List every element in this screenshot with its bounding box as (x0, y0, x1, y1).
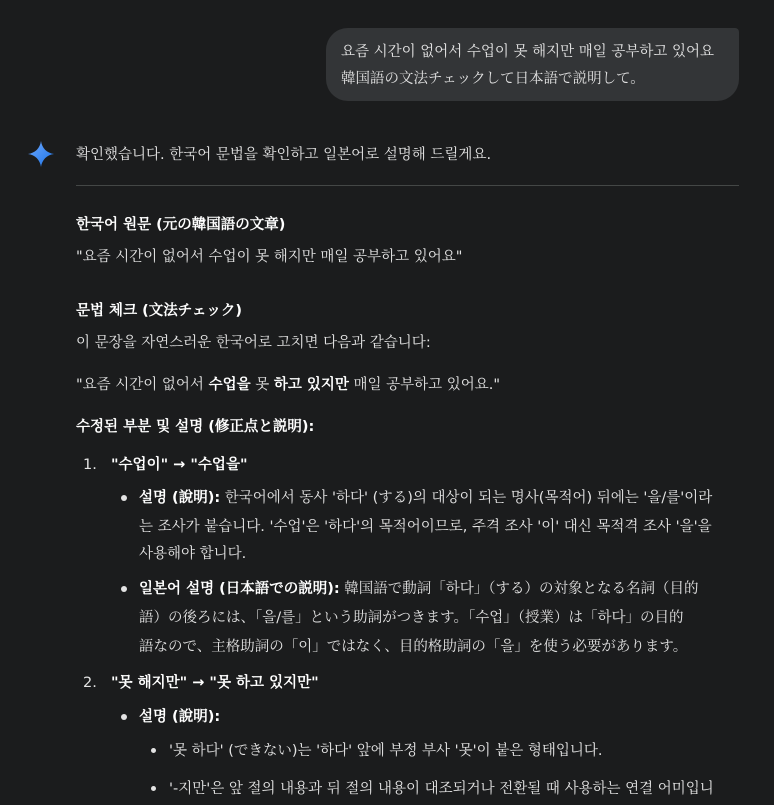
item-2-sub-2: '-지만'은 앞 절의 내용과 뒤 절의 내용이 대조되거나 전환될 때 사용하는 연결 어미입니 (169, 781, 714, 797)
corrected-bold-1: 수업을 (208, 377, 251, 393)
user-message-bubble (326, 28, 739, 101)
corrected-bold-2: 하고 있지만 (273, 377, 349, 393)
user-message-line-2: 韓国語の文法チェックして日本語で説明して。 (341, 71, 645, 87)
item-1-jp-line-2: 語）の後ろには、「을/를」という助詞がつきます。「수업」（授業）は「하다」の目的 (139, 610, 684, 626)
item-2-title: "못 해지만" → "못 하고 있지만" (111, 675, 319, 691)
item-1-explain-line-3: 사용해야 합니다. (139, 546, 247, 562)
corrected-part-3: 매일 공부하고 있어요." (348, 377, 501, 393)
item-1-explain-label: 설명 (說明): (139, 490, 221, 506)
corrected-part-1: "요즘 시간이 없어서 (76, 377, 209, 393)
sub-bullet (151, 786, 156, 791)
corrected-sentence (76, 372, 500, 398)
check-heading: 문법 체크 (文法チェック) (76, 303, 242, 319)
response-intro: 확인했습니다. 한국어 문법을 확인하고 일본어로 설명해 드릴게요. (76, 147, 492, 163)
bullet (121, 714, 127, 720)
item-1-explain-text-1: 한국어에서 동사 '하다' (する)의 대상이 되는 명사(목적어) 뒤에는 '을/를'이라 (220, 490, 713, 506)
check-intro: 이 문장을 자연스러운 한국어로 고치면 다음과 같습니다: (76, 335, 431, 351)
original-text: "요즘 시간이 없어서 수업이 못 해지만 매일 공부하고 있어요" (76, 249, 463, 265)
bullet (121, 586, 127, 592)
divider (76, 185, 739, 186)
item-1-jp-text-1: 韓国語で動詞「하다」（する）の対象となる名詞（目的 (339, 581, 699, 597)
item-1-jp-line-3: 語なので、主格助詞の「이」ではなく、目的格助詞の「을」を使う必要があります。 (139, 639, 688, 655)
item-2-explain-label: 설명 (說明): (139, 709, 221, 725)
bullet (121, 495, 127, 501)
item-1-explain-line-1 (139, 485, 712, 511)
corrected-part-2: 못 (250, 377, 274, 393)
item-1-jp-line-1 (139, 576, 699, 602)
item-1-title: "수업이" → "수업을" (111, 457, 248, 473)
item-1-explain-line-2: 는 조사가 붙습니다. '수업'은 '하다'의 목적어이므로, 주격 조사 '이' 대신 목적격 조사 '을'을 (139, 519, 712, 535)
item-1-jp-label: 일본어 설명 (日本語での説明): (139, 581, 340, 597)
sparkle-icon (28, 141, 54, 167)
list-number-2: 2. (83, 675, 97, 691)
item-2-sub-1: '못 하다' (できない)는 '하다' 앞에 부정 부사 '못'이 붙은 형태입니다. (169, 743, 603, 759)
original-heading: 한국어 원문 (元の韓国語の文章) (76, 217, 286, 233)
user-message-line-1: 요즘 시간이 없어서 수업이 못 해지만 매일 공부하고 있어요 (341, 44, 715, 60)
sub-bullet (151, 748, 156, 753)
list-number-1: 1. (83, 457, 97, 473)
fix-heading: 수정된 부분 및 설명 (修正点と説明): (76, 419, 315, 435)
